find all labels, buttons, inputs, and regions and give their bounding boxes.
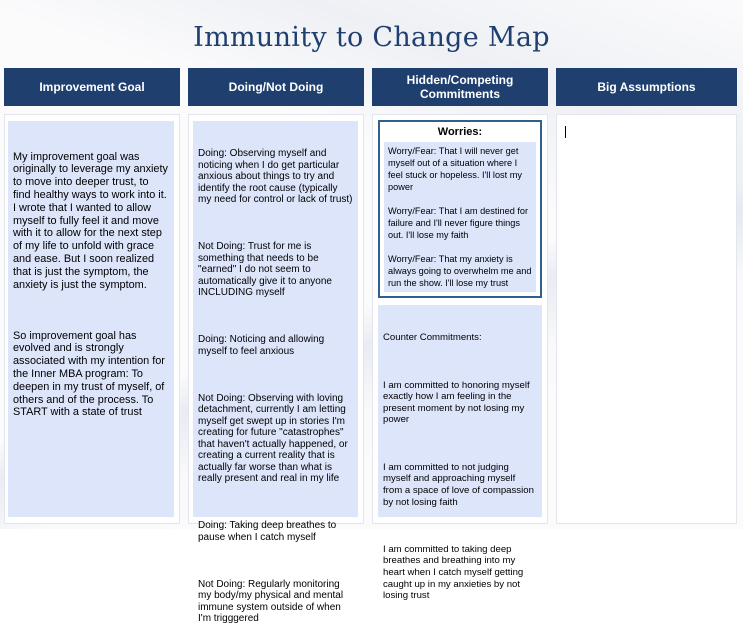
big-assumptions-textbox[interactable] (560, 120, 732, 518)
doing-paragraph: Doing: Noticing and allowing myself to feel anxious (198, 334, 327, 357)
worries-box[interactable] (378, 120, 542, 298)
counter-commitment-item: I am committed to taking deep breathes and breathing into my heart when I catch myself getting caught up in my anxieties by not losing trust (383, 543, 526, 602)
worries-title: Worries: (437, 126, 483, 138)
page-title: Immunity to Change Map (193, 22, 550, 53)
header-improvement-goal: Improvement Goal (4, 68, 180, 106)
not-doing-paragraph: Not Doing: Observing with loving detachment, currently I am letting myself get swept up in stories I'm creating for future "catastrophes" that haven't actually happened, or creating a current reality that is actually far worse than what is really present and real in my life (198, 392, 351, 485)
header-hidden-competing-commitments (372, 68, 548, 106)
not-doing-paragraph: Not Doing: Trust for me is something that needs to be "earned" I do not seem to automatically give it to anyone INCLUDING myself (198, 241, 335, 299)
improvement-goal-paragraph: My improvement goal was originally to leverage my anxiety to move into deeper trust, to find healthy ways to work into it. I wrote that I wanted to allow myself to fully feel it and move with it to allow for the next step of my life to unfold with grace and ease. But I soon realized that is just the symptom, the anxiety is just the symptom. (13, 150, 171, 291)
worries-list (384, 142, 536, 292)
counter-commitment-item: I am committed to not judging myself and approaching myself from a space of love of compassion by not losing faith (383, 461, 537, 508)
counter-commitments-heading: Counter Commitments: (383, 332, 482, 344)
header-label: Hidden/Competing Commitments (406, 73, 514, 101)
doing-paragraph: Doing: Observing myself and noticing when I do get particular anxious about things to try and identify the root cause (typically my need for control or lack of trust) (198, 148, 353, 205)
counter-commitment-item: I am committed to honoring myself exactly how I am feeling in the present moment by not losing my power (383, 379, 533, 426)
worry-item: Worry/Fear: That I will never get myself out of a situation where I feel stuck or hopeless. I'll lost my power (388, 146, 523, 192)
worry-item: Worry/Fear: That my anxiety is always going to overwhelm me and run the show. I'll lose my trust (388, 254, 532, 288)
not-doing-paragraph: Not Doing: Regularly monitoring my body/my physical and mental immune system outside of when I'm trigggered (198, 578, 346, 625)
doing-not-doing-textbox[interactable] (193, 121, 358, 625)
improvement-goal-paragraph: So improvement goal has evolved and is strongly associated with my intention for the Inner MBA program: To deepen in my trust of myself, of others and of the process. To START with a state of trust (13, 329, 168, 419)
counter-commitments-textbox[interactable] (378, 305, 542, 602)
worry-item: Worry/Fear: That I am destined for failure and I'll never figure things out. I'll lose my faith (388, 206, 529, 240)
doing-paragraph: Doing: Taking deep breathes to pause when I catch myself (198, 520, 340, 543)
improvement-goal-textbox[interactable] (8, 121, 174, 517)
header-doing-not-doing: Doing/Not Doing (188, 68, 364, 106)
header-big-assumptions: Big Assumptions (556, 68, 737, 106)
text-cursor (565, 126, 566, 138)
